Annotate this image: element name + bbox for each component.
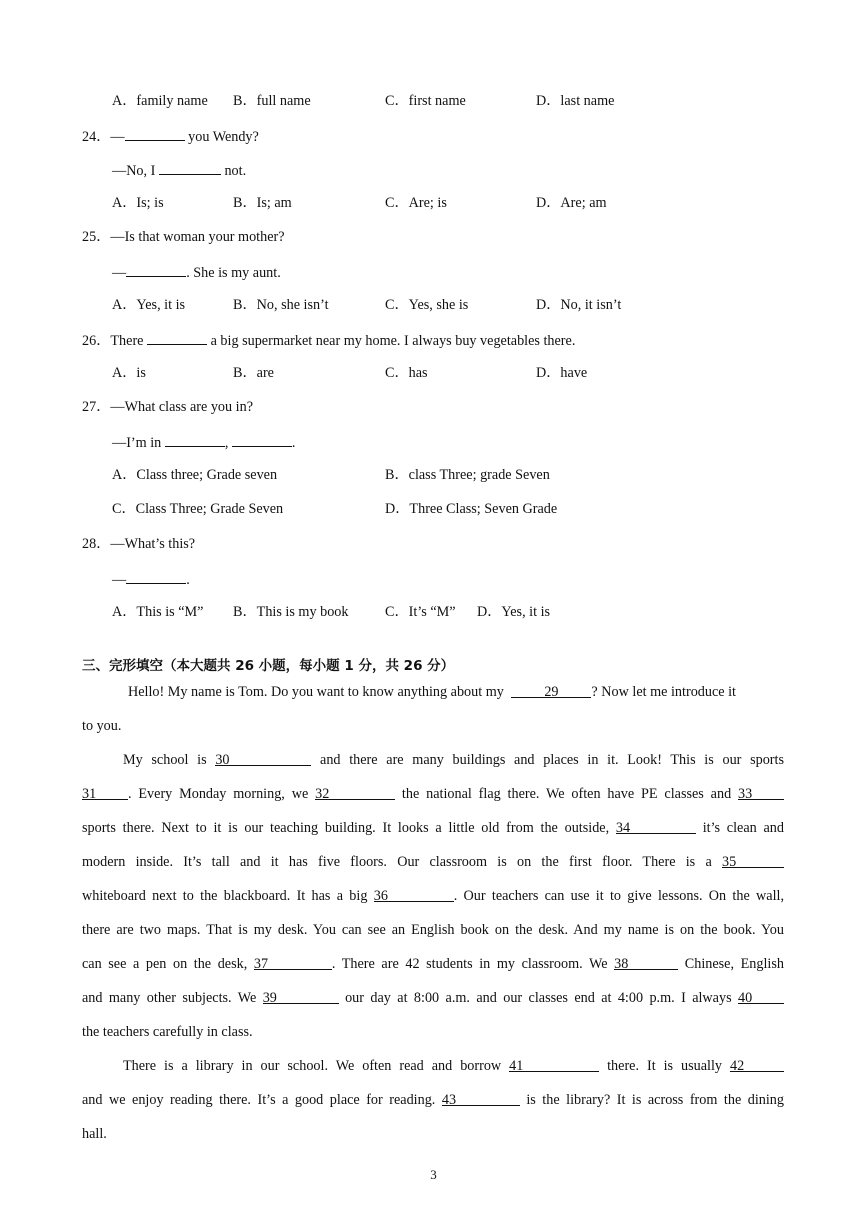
q24-option-b: B．Is; am [233,195,292,211]
p2-text-5b: . Our teachers can use it to give lessons. On the wall, [453,888,784,904]
blank-35-number: 35 [722,854,737,870]
blank-34-number: 34 [615,820,631,836]
p2-text-7a: can see a pen on the desk, [82,956,254,972]
blank-36-number: 36 [373,888,388,904]
p1-line1 [128,683,736,701]
q25-text-2: . She is my aunt. [186,265,281,281]
q27-line2 [112,432,295,452]
q26-line [82,330,575,350]
blank-32 [315,785,395,800]
q26-text-pre: There [110,333,148,349]
q27-number: 27． [82,399,111,415]
q26-number: 26． [82,333,111,349]
blank-37-number: 37 [253,956,269,972]
q25-line2 [112,262,281,282]
blank-31 [82,785,128,800]
p3-text-2b: is the library? It is across from the dining [519,1092,784,1108]
q27-comma: , [224,435,232,451]
q28-option-d: D．Yes, it is [477,604,551,620]
q28-option-c: C．It’s “M” [385,604,456,620]
p2-line5 [82,887,784,905]
q26-option-c: C．has [385,365,428,381]
p2-line2 [82,785,784,803]
p3-text-1a: There is a library in our school. We often read and borrow [123,1058,510,1074]
blank-38-number: 38 [614,956,629,972]
q28-period: . [186,572,190,588]
p3-text-1b: there. It is usually [599,1058,730,1074]
page-number: 3 [430,1167,437,1182]
q26-text-post: a big supermarket near my home. I always buy vegetables there. [207,333,576,349]
q28-number: 28． [82,536,111,552]
q27-period: . [291,435,296,451]
q27-option-b: B．class Three; grade Seven [385,467,550,483]
q27-blank-2 [232,432,292,447]
q28-line1 [82,535,195,553]
q24-blank-2 [159,160,221,175]
p2-line4 [82,853,784,871]
q24-line1 [82,126,259,146]
q25-number: 25． [82,229,111,245]
q25-option-d: D．No, it isn’t [536,297,622,313]
blank-41-number: 41 [509,1058,524,1074]
q27-option-d: D．Three Class; Seven Grade [385,501,558,517]
q26-blank [147,330,207,345]
blank-36 [374,887,454,902]
p2-text-8a: and many other subjects. We [82,990,263,1006]
p2-text-7c: Chinese, English [678,956,784,972]
q27-text-2a: —I’m in [112,435,165,451]
blank-42-number: 42 [730,1058,745,1074]
q25-dash: — [112,265,127,281]
q23-option-c: C．first name [385,93,466,109]
blank-41 [509,1057,599,1072]
p1-text-a: Hello! My name is Tom. Do you want to know anything about my [128,684,508,700]
p1-text-b: ? Now let me introduce it [591,684,736,700]
q28-dash: — [112,572,127,588]
q24-dash: — [110,129,125,145]
p2-text-2b: the national flag there. We often have PE classes and [395,786,738,802]
p2-line1 [123,751,784,769]
q27-option-c: C．Class Three; Grade Seven [112,501,284,517]
q26-option-d: D．have [536,365,588,381]
q26-option-a: A．is [112,365,146,381]
q27-line1 [82,398,253,416]
blank-30 [215,751,311,766]
p2-text-1b: and there are many buildings and places in it. Look! This is our sports [311,752,784,768]
blank-42 [730,1057,784,1072]
blank-37 [254,955,332,970]
p2-line7 [82,955,784,973]
q28-line2 [112,569,190,589]
q24-text-2a: —No, I [112,163,159,179]
p2-text-4a: modern inside. It’s tall and it has five floors. Our classroom is on the first floor. There is a [82,854,722,870]
q24-blank-1 [125,126,185,141]
p1-line2: to you. [82,718,122,734]
q25-line1 [82,228,285,246]
q25-option-b: B．No, she isn’t [233,297,329,313]
q28-text-1: —What’s this? [110,536,196,552]
q24-line2 [112,160,246,180]
blank-30-number: 30 [215,752,230,768]
blank-29 [511,683,591,698]
p3-line2 [82,1091,784,1109]
q26-option-b: B．are [233,365,274,381]
p2-text-8b: our day at 8:00 a.m. and our classes end at 4:00 p.m. I always [338,990,738,1006]
blank-33 [738,785,784,800]
q23-option-a: A．family name [112,93,208,109]
q25-text-1: —Is that woman your mother? [110,229,285,245]
p2-line9: the teachers carefully in class. [82,1024,253,1040]
q24-text-1: you Wendy? [184,129,259,145]
q27-option-a: A．Class three; Grade seven [112,467,278,483]
q24-option-d: D．Are; am [536,195,607,211]
blank-29-number: 29 [544,684,559,700]
p2-text-5a: whiteboard next to the blackboard. It has a big [82,888,374,904]
q28-option-a: A．This is “M” [112,604,204,620]
blank-38 [614,955,678,970]
q27-text-1: —What class are you in? [110,399,253,415]
p2-text-2a: . Every Monday morning, we [128,786,316,802]
p3-line3: hall. [82,1126,107,1142]
p3-text-2a: and we enjoy reading there. It’s a good place for reading. [82,1092,442,1108]
blank-34 [616,819,696,834]
q24-option-c: C．Are; is [385,195,447,211]
q28-option-b: B．This is my book [233,604,349,620]
q25-option-a: A．Yes, it is [112,297,186,313]
blank-35 [722,853,784,868]
q24-text-2b: not. [220,163,247,179]
p2-text-3b: it’s clean and [695,820,784,836]
blank-39 [263,989,339,1004]
blank-43 [442,1091,520,1106]
blank-40-number: 40 [738,990,753,1006]
section-heading: 三、完形填空（本大题共 26 小题，每小题 1 分，共 26 分） [82,658,455,674]
p2-line8 [82,989,784,1007]
blank-39-number: 39 [262,990,277,1006]
blank-32-number: 32 [315,786,330,802]
p3-line1 [123,1057,784,1075]
q23-option-d: D．last name [536,93,615,109]
p2-line3 [82,819,784,837]
p2-text-1a: My school is [123,752,216,768]
blank-43-number: 43 [441,1092,457,1108]
q24-number: 24． [82,129,111,145]
p2-text-7b: . There are 42 students in my classroom. We [331,956,615,972]
blank-31-number: 31 [82,786,97,802]
p2-text-3a: sports there. Next to it is our teaching building. It looks a little old from the outside, [82,820,616,836]
q25-option-c: C．Yes, she is [385,297,469,313]
q24-option-a: A．Is; is [112,195,164,211]
q23-option-b: B．full name [233,93,311,109]
q27-blank-1 [165,432,225,447]
q28-blank [126,569,186,584]
p2-line6: there are two maps. That is my desk. You can see an English book on the desk. And my name is on the book. You [82,922,784,938]
blank-40 [738,989,784,1004]
blank-33-number: 33 [738,786,753,802]
q25-blank [126,262,186,277]
